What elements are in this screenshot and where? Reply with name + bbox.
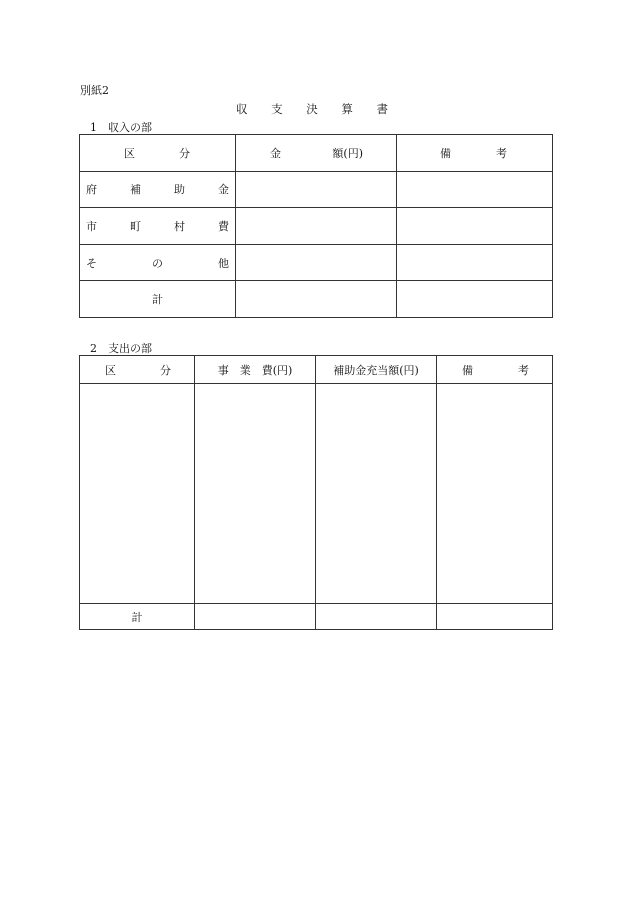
income-total-remarks-cell[interactable]	[397, 281, 553, 318]
expense-project-cost-cell[interactable]	[195, 384, 316, 604]
expense-header-row	[80, 356, 553, 384]
category-char: 他	[218, 256, 229, 270]
expense-table	[79, 355, 553, 630]
income-amount-cell[interactable]	[236, 171, 397, 208]
income-category-cell	[80, 171, 236, 208]
header-char: 備	[440, 146, 451, 160]
income-total-amount-cell[interactable]	[236, 281, 397, 318]
category-char: 助	[174, 183, 185, 197]
expense-body-row	[80, 384, 553, 604]
income-category-cell	[80, 208, 236, 245]
income-amount-cell[interactable]	[236, 244, 397, 281]
category-char: 町	[130, 219, 141, 233]
income-header-amount	[236, 135, 397, 172]
category-char: そ	[86, 256, 97, 270]
expense-total-remarks-cell[interactable]	[437, 604, 553, 630]
header-char: 金	[270, 146, 281, 160]
header-char: 区	[124, 146, 135, 160]
category-char: 費	[218, 219, 229, 233]
expense-total-project-cost-cell[interactable]	[195, 604, 316, 630]
header-char: 考	[496, 146, 507, 160]
title-char: 収	[236, 102, 248, 116]
title-char: 支	[271, 102, 283, 116]
income-row-municipal-cost	[80, 208, 553, 245]
income-total-row	[80, 281, 553, 318]
income-category-cell	[80, 244, 236, 281]
expense-subsidy-cell[interactable]	[316, 384, 437, 604]
income-header-remarks	[397, 135, 553, 172]
expense-total-label: 計	[80, 604, 195, 630]
category-char: 補	[130, 183, 141, 197]
expense-header-remarks	[437, 356, 553, 384]
category-char: 府	[86, 183, 97, 197]
title-char: 算	[341, 102, 353, 116]
expense-total-row	[80, 604, 553, 630]
expense-category-cell[interactable]	[80, 384, 195, 604]
income-row-prefectural-subsidy	[80, 171, 553, 208]
income-remarks-cell[interactable]	[397, 244, 553, 281]
header-char: 区	[105, 363, 116, 377]
income-header-row	[80, 135, 553, 172]
header-char: 分	[179, 146, 190, 160]
header-char: 額(円)	[332, 146, 363, 160]
expense-header-project-cost: 事 業 費(円)	[195, 356, 316, 384]
header-char: 備	[462, 363, 473, 377]
header-char: 考	[518, 363, 529, 377]
expense-remarks-cell[interactable]	[437, 384, 553, 604]
document-attachment-label: 別紙2	[80, 84, 109, 97]
income-header-category	[80, 135, 236, 172]
title-char: 書	[376, 102, 388, 116]
category-char: 市	[86, 219, 97, 233]
expense-section-label: 2 支出の部	[90, 342, 152, 355]
category-char: 村	[174, 219, 185, 233]
income-section-label: 1 収入の部	[90, 121, 152, 134]
income-amount-cell[interactable]	[236, 208, 397, 245]
income-total-label: 計	[80, 281, 236, 318]
document-title	[236, 101, 396, 117]
income-remarks-cell[interactable]	[397, 171, 553, 208]
expense-header-subsidy-allocation: 補助金充当額(円)	[316, 356, 437, 384]
category-char: の	[152, 256, 163, 270]
expense-header-category	[80, 356, 195, 384]
income-row-other	[80, 244, 553, 281]
income-remarks-cell[interactable]	[397, 208, 553, 245]
income-table	[79, 134, 553, 318]
expense-total-subsidy-cell[interactable]	[316, 604, 437, 630]
category-char: 金	[218, 183, 229, 197]
header-char: 分	[160, 363, 171, 377]
title-char: 決	[306, 102, 318, 116]
